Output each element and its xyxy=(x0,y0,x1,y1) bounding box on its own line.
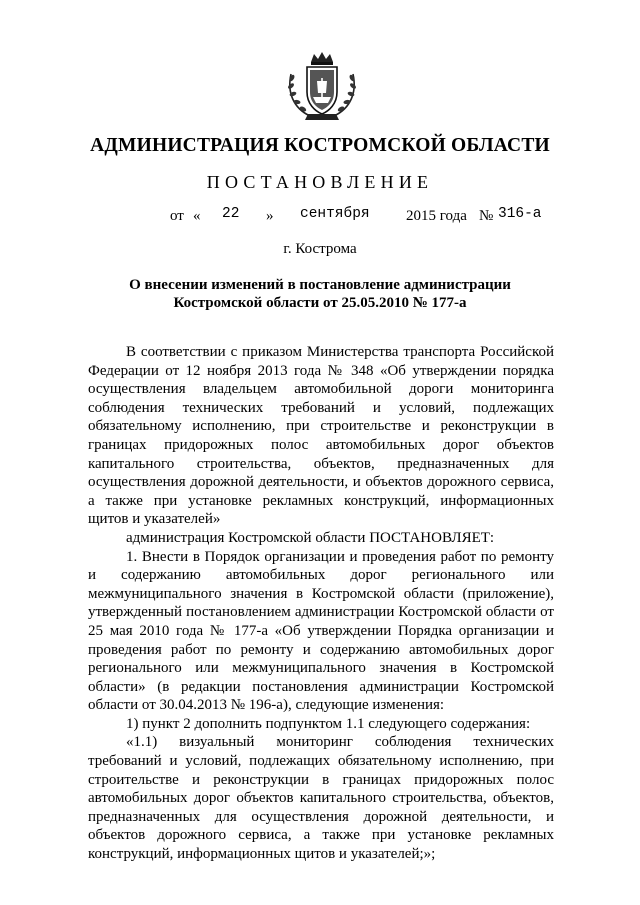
document-subject xyxy=(100,276,540,312)
document-number: 316-а xyxy=(498,206,542,222)
document-type: ПОСТАНОВЛЕНИЕ xyxy=(206,172,434,192)
city: г. Кострома xyxy=(283,241,357,257)
paragraph-item-1: 1. Внести в Порядок организации и проведения работ по ремонту и содержанию автомобильных дорог регионального или межмуниципального значения в Костромской области (приложение), утвержденный постановлением администрации Костромской области от 25 мая 2010 года № 177-а «Об утверждении Порядка организации и проведения работ по ремонту и содержанию автомобильных дорог регионального или межмуниципального значения в Костромской области» (в редакции постановления администрации Костромской области от 30.04.2013 № 196-а), следующие изменения: xyxy=(88,548,554,714)
date-prefix: от xyxy=(170,208,184,224)
paragraph-resolves: администрация Костромской области ПОСТАНОВЛЯЕТ: xyxy=(126,529,495,546)
date-open-quote: « xyxy=(193,208,201,224)
subject-line-2: Костромской области от 25.05.2010 № 177-а xyxy=(173,295,467,311)
date-month: сентября xyxy=(300,206,370,222)
date-day: 22 xyxy=(222,206,240,222)
number-sign: № xyxy=(479,208,494,224)
organization-title: АДМИНИСТРАЦИЯ КОСТРОМСКОЙ ОБЛАСТИ xyxy=(90,135,550,156)
subject-line-1: О внесении изменений в постановление администрации xyxy=(129,277,511,293)
date-close-quote: » xyxy=(266,208,274,224)
paragraph-preamble: В соответствии с приказом Министерства транспорта Российской Федерации от 12 ноября 2013 года № 348 «Об утверждении порядка осуществления владельцем автомобильной дороги мониторинга соблюдения технических требований и условий, подлежащих обязательному исполнению, при строительстве и реконструкции в границах придорожных полос автомобильных дорог объектов капитального строительства, объектов, предназначенных для осуществления дорожной деятельности, и объектов дорожного сервиса, а также при установке рекламных конструкций, информационных щитов и указателей» xyxy=(88,344,554,528)
paragraph-subitem-1-1: «1.1) визуальный мониторинг соблюдения технических требований и условий, подлежащих обязательному исполнению, при строительстве и реконструкции в границах придорожных полос автомобильных дорог объектов капитального строительства, объектов, предназначенных для осуществления дорожной деятельности, и объектов дорожного сервиса, а также при установке рекламных конструкций, информационных щитов и указателей;»; xyxy=(88,734,554,863)
date-line xyxy=(0,206,640,230)
paragraph-subitem-1: 1) пункт 2 дополнить подпунктом 1.1 следующего содержания: xyxy=(126,715,531,732)
document-body xyxy=(88,343,554,864)
kostroma-coat-of-arms-icon xyxy=(281,50,363,124)
date-year: 2015 года xyxy=(406,208,467,224)
